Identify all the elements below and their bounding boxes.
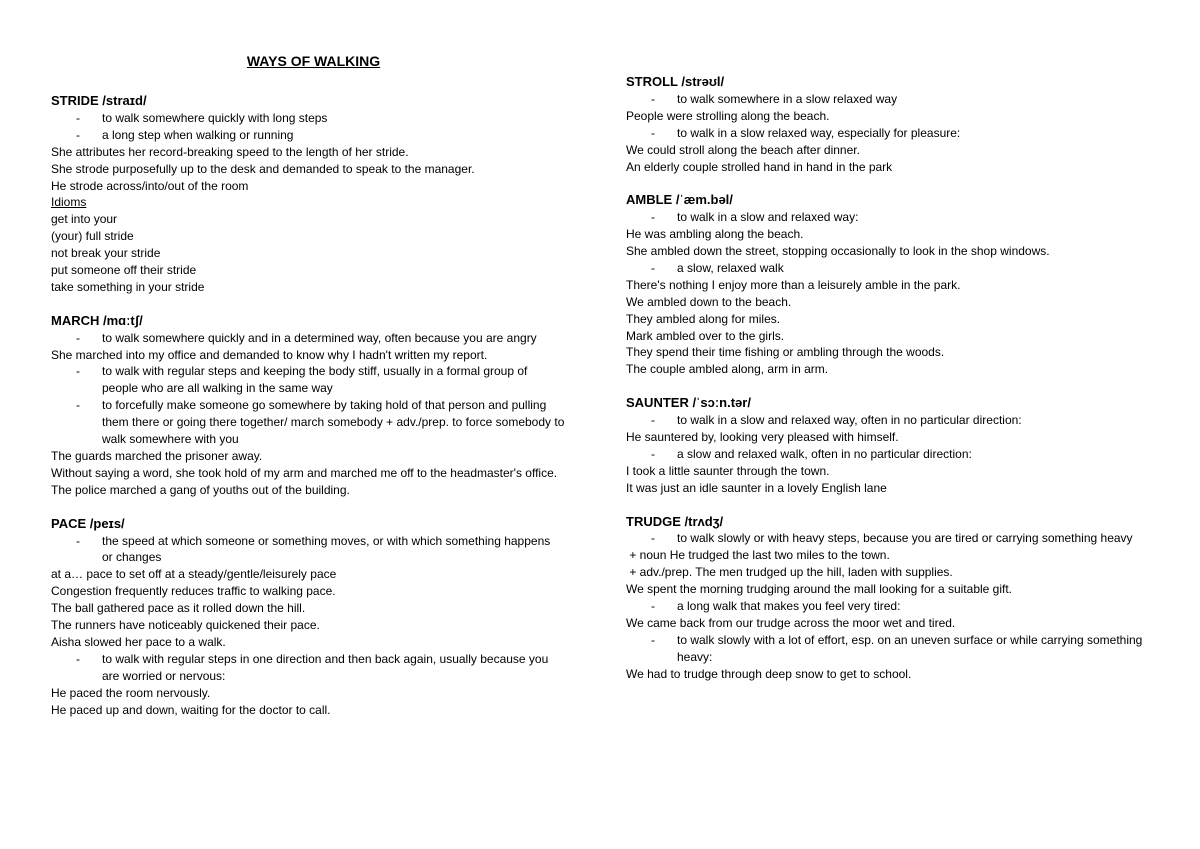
- idiom: not break your stride: [51, 246, 161, 261]
- example: We had to trudge through deep snow to get to school.: [626, 666, 912, 681]
- definition: - to walk with regular steps in one direction and then back again, usually because you are worried or nervous:: [76, 651, 549, 683]
- example: She attributes her record-breaking speed to the length of her stride.: [51, 144, 409, 159]
- example: She ambled down the street, stopping occasionally to look in the shop windows.: [626, 244, 1050, 259]
- entry-heading: SAUNTER /ˈsɔːn.tər/: [626, 395, 751, 411]
- entry-march: [51, 313, 586, 499]
- definition: - the speed at which someone or something moves, or with which something happens or changes: [76, 533, 551, 565]
- definition: - to walk slowly or with heavy steps, because you are tired or carrying something heavy: [651, 531, 1133, 546]
- definition: - to walk somewhere quickly with long steps: [76, 110, 328, 125]
- entry-heading: STROLL /strəʊl/: [626, 74, 725, 89]
- example: It was just an idle saunter in a lovely English lane: [626, 480, 887, 495]
- example: + noun He trudged the last two miles to the town.: [626, 548, 890, 563]
- example: I took a little saunter through the town.: [626, 463, 830, 478]
- definition: - to walk in a slow and relaxed way, often in no particular direction:: [651, 413, 1022, 428]
- example: The guards marched the prisoner away.: [51, 449, 263, 464]
- right-column: [626, 0, 1146, 683]
- idiom: put someone off their stride: [51, 263, 197, 278]
- example: The police marched a gang of youths out of the building.: [51, 482, 350, 497]
- example: He was ambling along the beach.: [626, 227, 804, 242]
- entry-stroll: [626, 74, 1146, 175]
- example: The couple ambled along, arm in arm.: [626, 362, 829, 377]
- example: She marched into my office and demanded to know why I hadn't written my report.: [51, 347, 488, 362]
- definition: - to forcefully make someone go somewhere by taking hold of that person and pulling them there or going there together/ march somebody + adv./prep. to force somebody to walk somewhere with you: [76, 398, 565, 447]
- idiom: (your) full stride: [51, 229, 134, 244]
- example: We came back from our trudge across the moor wet and tired.: [626, 615, 956, 630]
- example: at a… pace to set off at a steady/gentle/leisurely pace: [51, 567, 337, 582]
- definition: - a long step when walking or running: [76, 127, 294, 142]
- entry-stride: [51, 93, 586, 296]
- definition: - a long walk that makes you feel very tired:: [651, 599, 901, 614]
- example: He paced up and down, waiting for the doctor to call.: [51, 702, 331, 717]
- definition: - a slow, relaxed walk: [651, 260, 784, 275]
- definition: - to walk slowly with a lot of effort, esp. on an uneven surface or while carrying something heavy:: [651, 632, 1143, 664]
- example: We ambled down to the beach.: [626, 294, 792, 309]
- example: They ambled along for miles.: [626, 311, 781, 326]
- example: Congestion frequently reduces traffic to walking pace.: [51, 584, 336, 599]
- example: She strode purposefully up to the desk and demanded to speak to the manager.: [51, 161, 475, 176]
- definition: - to walk somewhere quickly and in a determined way, often because you are angry: [76, 330, 537, 345]
- example: An elderly couple strolled hand in hand in the park: [626, 159, 893, 174]
- idiom: take something in your stride: [51, 279, 205, 294]
- entry-amble: [626, 192, 1146, 378]
- definition: - to walk in a slow and relaxed way:: [651, 210, 859, 225]
- example: Without saying a word, she took hold of my arm and marched me off to the headmaster's office.: [51, 465, 558, 480]
- example: The runners have noticeably quickened their pace.: [51, 618, 320, 633]
- example: Mark ambled over to the girls.: [626, 328, 785, 343]
- entry-pace: [51, 516, 586, 719]
- idiom: get into your: [51, 212, 118, 227]
- example: We spent the morning trudging around the mall looking for a suitable gift.: [626, 582, 1013, 597]
- idioms-label: Idioms: [51, 195, 87, 210]
- example: There's nothing I enjoy more than a leisurely amble in the park.: [626, 277, 961, 292]
- left-column: [51, 0, 586, 719]
- example: He paced the room nervously.: [51, 685, 211, 700]
- definition: - to walk in a slow relaxed way, especially for pleasure:: [651, 125, 961, 140]
- example: People were strolling along the beach.: [626, 108, 830, 123]
- example: The ball gathered pace as it rolled down the hill.: [51, 601, 306, 616]
- entry-saunter: [626, 395, 1146, 496]
- definition: - to walk somewhere in a slow relaxed way: [651, 91, 898, 106]
- entry-heading: AMBLE /ˈæm.bəl/: [626, 192, 733, 208]
- entry-heading: TRUDGE /trʌdʒ/: [626, 513, 724, 529]
- example: He strode across/into/out of the room: [51, 178, 249, 193]
- document-title: WAYS OF WALKING: [246, 53, 381, 69]
- example: He sauntered by, looking very pleased with himself.: [626, 430, 899, 444]
- entry-heading: PACE /peɪs/: [51, 515, 125, 531]
- example: They spend their time fishing or ambling through the woods.: [626, 345, 945, 360]
- example: We could stroll along the beach after dinner.: [626, 142, 860, 157]
- entry-trudge: [626, 514, 1146, 683]
- definition: - to walk with regular steps and keeping the body stiff, usually in a formal group of people who are all walking in the same way: [76, 364, 528, 396]
- example: Aisha slowed her pace to a walk.: [51, 634, 226, 649]
- example: + adv./prep. The men trudged up the hill, laden with supplies.: [626, 565, 953, 580]
- entry-heading: STRIDE /straɪd/: [51, 93, 147, 108]
- definition: - a slow and relaxed walk, often in no particular direction:: [651, 446, 972, 461]
- entry-heading: MARCH /mɑːtʃ/: [51, 312, 143, 328]
